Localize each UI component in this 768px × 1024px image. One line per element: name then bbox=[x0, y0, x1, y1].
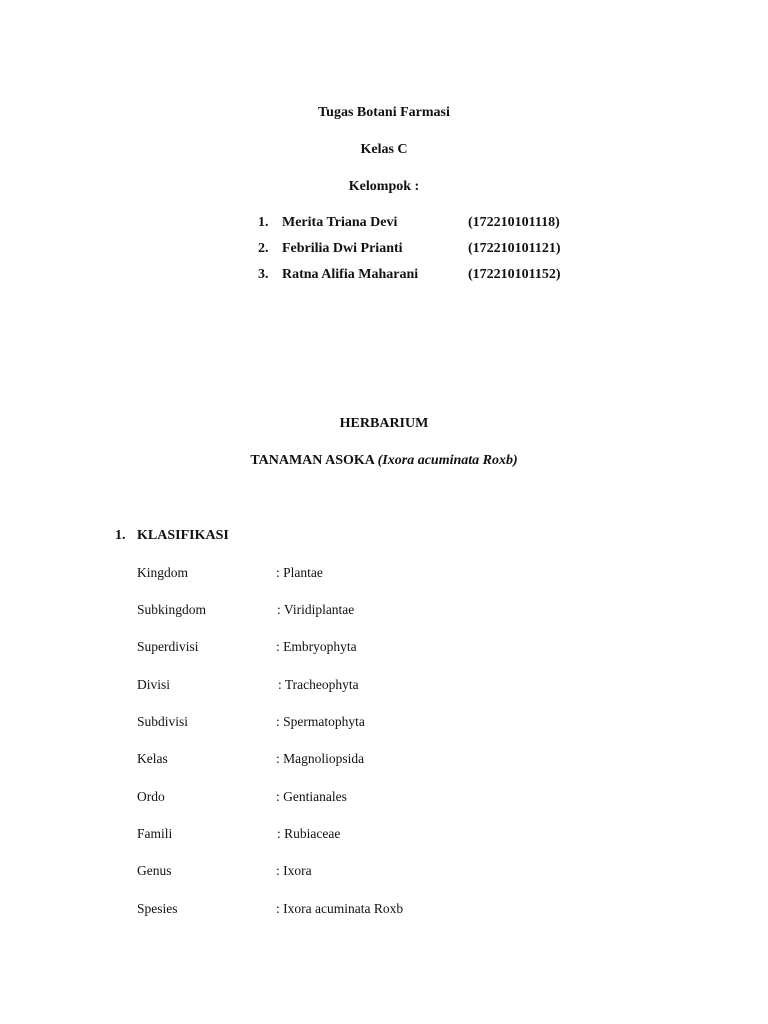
taxon-rank: Divisi bbox=[137, 677, 171, 692]
section-label: KLASIFIKASI bbox=[137, 528, 229, 543]
taxon-rank: Ordo bbox=[137, 789, 165, 804]
plant-title bbox=[0, 452, 768, 470]
group-label: Kelompok : bbox=[348, 179, 420, 194]
taxon-rank: Kingdom bbox=[137, 565, 189, 580]
member-number: 2. bbox=[258, 241, 269, 256]
member-number: 3. bbox=[258, 267, 269, 282]
plant-latin-name: (Ixora acuminata Roxb) bbox=[377, 453, 518, 468]
taxon-value: : Rubiaceae bbox=[277, 826, 341, 841]
taxon-value: : Plantae bbox=[276, 565, 323, 580]
taxon-value: : Spermatophyta bbox=[276, 714, 365, 729]
taxon-rank: Subdivisi bbox=[137, 714, 189, 729]
taxon-rank: Famili bbox=[137, 826, 173, 841]
member-name: Ratna Alifia Maharani bbox=[282, 267, 419, 282]
course-title: Tugas Botani Farmasi bbox=[318, 105, 450, 120]
taxon-value: : Ixora acuminata Roxb bbox=[276, 901, 404, 916]
taxon-value: : Gentianales bbox=[276, 789, 347, 804]
taxon-value: : Embryophyta bbox=[276, 639, 357, 654]
taxon-rank: Superdivisi bbox=[137, 639, 199, 654]
taxon-rank: Subkingdom bbox=[137, 602, 207, 617]
taxon-value: : Ixora bbox=[276, 863, 312, 878]
herbarium-title: HERBARIUM bbox=[339, 416, 429, 431]
member-nim: (172210101152) bbox=[468, 267, 561, 282]
taxon-rank: Kelas bbox=[137, 751, 168, 766]
member-nim: (172210101118) bbox=[468, 215, 560, 230]
member-number: 1. bbox=[258, 215, 269, 230]
member-name: Merita Triana Devi bbox=[282, 215, 398, 230]
taxon-value: : Magnoliopsida bbox=[276, 751, 365, 766]
taxon-value: : Viridiplantae bbox=[277, 602, 355, 617]
class-label: Kelas C bbox=[360, 142, 408, 157]
member-name: Febrilia Dwi Prianti bbox=[282, 241, 403, 256]
section-number: 1. bbox=[115, 528, 126, 543]
taxon-value: : Tracheophyta bbox=[278, 677, 359, 692]
plant-common-name: TANAMAN ASOKA bbox=[250, 453, 378, 468]
taxon-rank: Genus bbox=[137, 863, 172, 878]
member-nim: (172210101121) bbox=[468, 241, 561, 256]
taxon-rank: Spesies bbox=[137, 901, 178, 916]
